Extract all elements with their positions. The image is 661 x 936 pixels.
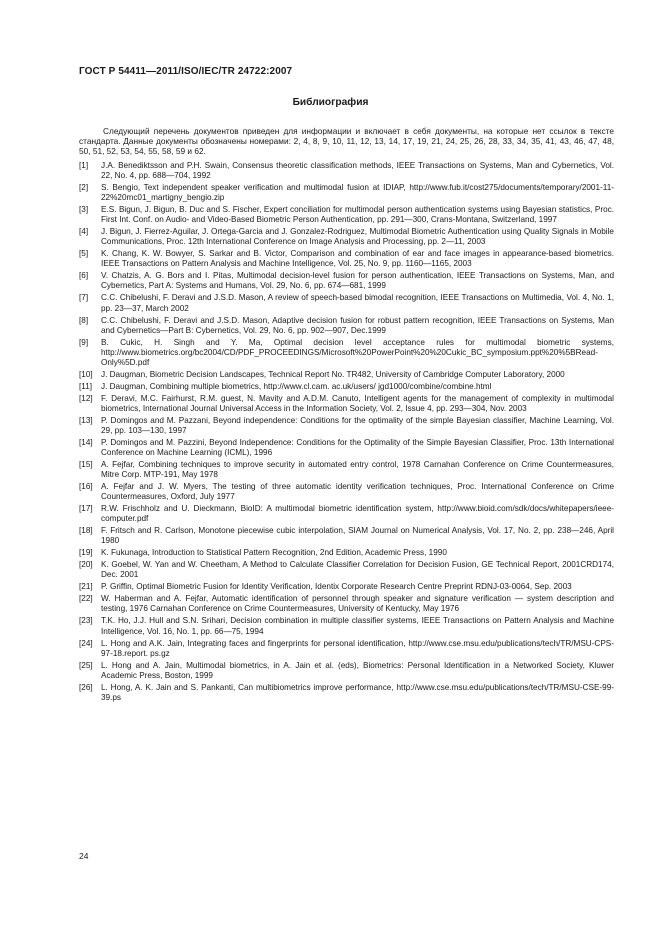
reference-text: K. Goebel, W. Yan and W. Cheetham, A Method to Calculate Classifier Correlation for Decision Fusion, GE Technical Report, 2001CRD174, Dec. 2001 (101, 560, 614, 580)
reference-number: [13] (79, 415, 93, 425)
reference-item (79, 161, 614, 181)
reference-item (79, 271, 614, 291)
reference-item (79, 661, 614, 681)
reference-item (79, 616, 614, 636)
bibliography-title: Библиография (292, 97, 369, 108)
reference-item (79, 416, 614, 436)
reference-list (79, 161, 614, 705)
reference-number: [12] (79, 393, 93, 403)
reference-text: L. Hong and A. Jain, Multimodal biometrics, in A. Jain et al. (eds), Biometrics: Personal Identification in a Networked Society, Kluwer Academic Press, Boston, 1999 (101, 660, 614, 680)
reference-text: V. Chatzis, A. G. Bors and I. Pitas, Multimodal decision-level fusion for person authentication, IEEE Transactions on Systems, Man, and Cybernetics, Part A: Systems and Humans, Vol. 29, No. 6, pp. 674—681, 1999 (101, 271, 614, 291)
reference-number: [10] (79, 369, 93, 379)
reference-text: J. Bigun, J. Fierrez-Aguilar, J. Ortega-Garcia and J. Gonzalez-Rodriguez, Multimodal Biometric Authentication using Quality Signals in Mobile Communications, Proc. 12th International Conference on Image Analysis and Processing, pp. 2—11, 2003 (101, 227, 614, 247)
reference-item (79, 249, 614, 269)
reference-number: [21] (79, 582, 93, 592)
reference-number: [9] (79, 337, 89, 347)
reference-item (79, 394, 614, 414)
reference-number: [5] (79, 249, 89, 259)
reference-item (79, 382, 614, 392)
reference-text: A. Fejfar, Combining techniques to improve security in automated entry control, 1978 Carnahan Conference on Crime Countermeasures, Mitre Corp. MTP-191, May 1978 (101, 460, 614, 480)
reference-number: [2] (79, 183, 89, 193)
reference-number: [4] (79, 227, 89, 237)
reference-text: P. Griffin, Optimal Biometric Fusion for Identity Verification, Identix Corporate Research Centre Preprint RDNJ-03-0064, Sep. 2003 (101, 582, 572, 592)
reference-item (79, 594, 614, 614)
reference-item (79, 548, 614, 558)
reference-item (79, 683, 614, 703)
reference-text: F. Fritsch and R. Carlson, Monotone piecewise cubic interpolation, SIAM Journal on Numerical Analysis, Vol. 17, No. 2, pp. 238—246, April 1980 (101, 526, 614, 546)
reference-number: [7] (79, 293, 89, 303)
reference-number: [1] (79, 161, 89, 170)
reference-number: [20] (79, 560, 93, 570)
reference-number: [17] (79, 504, 93, 514)
reference-item (79, 438, 614, 458)
reference-number: [18] (79, 526, 93, 536)
reference-number: [8] (79, 315, 89, 325)
reference-item (79, 227, 614, 247)
reference-text: L. Hong, A. K. Jain and S. Pankanti, Can multibiometrics improve performance, http://www.cse.msu.edu/publications/tech/TR/MSU-CSE-99-39.ps (101, 682, 614, 702)
reference-text: J. Daugman, Combining multiple biometrics, http://www.cl.cam. ac.uk/users/ jgd1000/combine/combine.html (101, 381, 492, 391)
reference-number: [25] (79, 660, 93, 670)
reference-number: [15] (79, 460, 93, 469)
reference-text: B. Cukic, H. Singh and Y. Ma, Optimal decision level acceptance rules for multimodal biometric systems, http://www.biometrics.org/bc2004/CD/PDF_PROCEEDINGS/Microsoft%20PowerPoint%20%20Cukic_BC_symposium.ppt%20%5BRead-Only%5D.pdf (101, 337, 614, 367)
reference-text: P. Domingos and M. Pazzini, Beyond Independence: Conditions for the Optimality of the Simple Bayesian Classifier, Proc. 13th International Conference on Machine Learning (ICML), 1996 (101, 437, 614, 458)
reference-text: L. Hong and A.K. Jain, Integrating faces and fingerprints for personal identification, http://www.cse.msu.edu/publications/tech/TR/MSU-CPS-97-18.report. ps.gz (101, 638, 614, 658)
reference-item (79, 460, 614, 480)
reference-text: F. Deravi, M.C. Fairhurst, R.M. guest, N. Mavity and A.D.M. Canuto, Intelligent agents for the management of complexity in multimodal biometrics, International Journal Universal Access in the Information Society, Vol. 2, Issue 4, pp. 293—304, Nov. 2003 (101, 393, 614, 413)
reference-text: E.S. Bigun, J. Bigun, B. Duc and S. Fischer, Expert conciliation for multimodal person authentication systems using Bayesian statistics, Proc. First Int. Conf. on Audio- and Video-Based Biometric Person Authentication, pp. 291—300, Crans-Montana, Switzerland, 1997 (101, 205, 614, 225)
reference-item (79, 482, 614, 502)
reference-text: J.A. Benediktsson and P.H. Swain, Consensus theoretic classification methods, IEEE Transactions on Systems, Man and Cybernetics, Vol. 22, No. 4, pp. 688—704, 1992 (101, 161, 614, 181)
reference-item (79, 316, 614, 336)
reference-item (79, 205, 614, 225)
reference-number: [14] (79, 437, 93, 447)
reference-number: [19] (79, 548, 93, 558)
reference-item (79, 582, 614, 592)
reference-number: [26] (79, 682, 93, 692)
reference-text: A. Fejfar and J. W. Myers, The testing of three automatic identity verification techniques, Proc. International Conference on Crime Countermeasures, Oxford, July 1977 (101, 482, 614, 502)
reference-number: [3] (79, 205, 89, 215)
reference-item (79, 504, 614, 524)
reference-text: P. Domingos and M. Pazzani, Beyond independence: Conditions for the optimality of the simple Bayesian classifier, Machine Learning, Vol. 29, pp. 103—130, 1997 (101, 415, 614, 435)
reference-number: [24] (79, 638, 93, 648)
reference-item (79, 338, 614, 368)
reference-number: [23] (79, 616, 93, 626)
reference-item (79, 526, 614, 546)
reference-text: C.C. Chibelushi, F. Deravi and J.S.D. Mason, A review of speech-based bimodal recognition, IEEE Transactions on Multimedia, Vol. 4, No. 1, pp. 23—37, March 2002 (101, 293, 614, 313)
reference-number: [11] (79, 381, 93, 391)
reference-text: K. Fukunaga, Introduction to Statistical Pattern Recognition, 2nd Edition, Academic Press, 1990 (101, 548, 447, 558)
reference-number: [22] (79, 594, 93, 604)
bibliography-intro: Следующий перечень документов приведен для информации и включает в себя документы, на которые нет ссылок в тексте стандарта. Данные документы обозначены номерами: 2, 4, 8, 9, 10, 11, 12, 13, 14, 17, 19, 21, 24, 25, 26, 28, 33, 34, 35, 41, 43, 46, 47, 48, 50, 51, 52, 53, 54, 55, 58, 59 и 62. (79, 126, 614, 157)
reference-text: S. Bengio, Text independent speaker verification and multimodal fusion at IDIAP, http://www.fub.it/cost275/documents/temporary/2001-11-22%20mc01_martigny_bengio.zip (101, 183, 614, 203)
reference-text: J. Daugman, Biometric Decision Landscapes, Technical Report No. TR482, University of Cambridge Computer Laboratory, 2000 (101, 369, 565, 379)
reference-text: W. Haberman and A. Fejfar, Automatic identification of personnel through speaker and signature verification — system description and testing, 1976 Carnahan Conference on Crime Countermeasures, University of Kentucky, May 1976 (101, 594, 614, 614)
reference-item (79, 560, 614, 580)
reference-item (79, 639, 614, 659)
document-header: ГОСТ Р 54411—2011/ISO/IEC/TR 24722:2007 (79, 66, 293, 77)
reference-item (79, 370, 614, 380)
reference-number: [6] (79, 271, 89, 281)
reference-item (79, 183, 614, 203)
reference-text: K. Chang, K. W. Bowyer, S. Sarkar and B. Victor, Comparison and combination of ear and face images in appearance-based biometrics. IEEE Transactions on Pattern Analysis and Machine Intelligence, Vol. 25, No. 9, pp. 1160—1165, 2003 (101, 249, 614, 269)
reference-text: R.W. Frischholz and U. Dieckmann, BioID: A multimodal biometric identification system, http://www.bioid.com/sdk/docs/whitepapers/ieee-computer.pdf (101, 504, 614, 524)
reference-number: [16] (79, 482, 93, 492)
reference-item (79, 293, 614, 313)
reference-text: C.C. Chibelushi, F. Deravi and J.S.D. Mason, Adaptive decision fusion for robust pattern recognition, IEEE Transactions on Systems, Man and Cybernetics—Part B: Cybernetics, Vol. 29, No. 6, pp. 902—907, Dec.1999 (101, 315, 614, 335)
page-number: 24 (79, 851, 89, 861)
reference-text: T.K. Ho, J.J. Hull and S.N. Srihari, Decision combination in multiple classifier systems, IEEE Transactions on Pattern Analysis and Machine Intelligence, Vol. 16, No. 1, pp. 66—75, 1994 (101, 616, 614, 636)
